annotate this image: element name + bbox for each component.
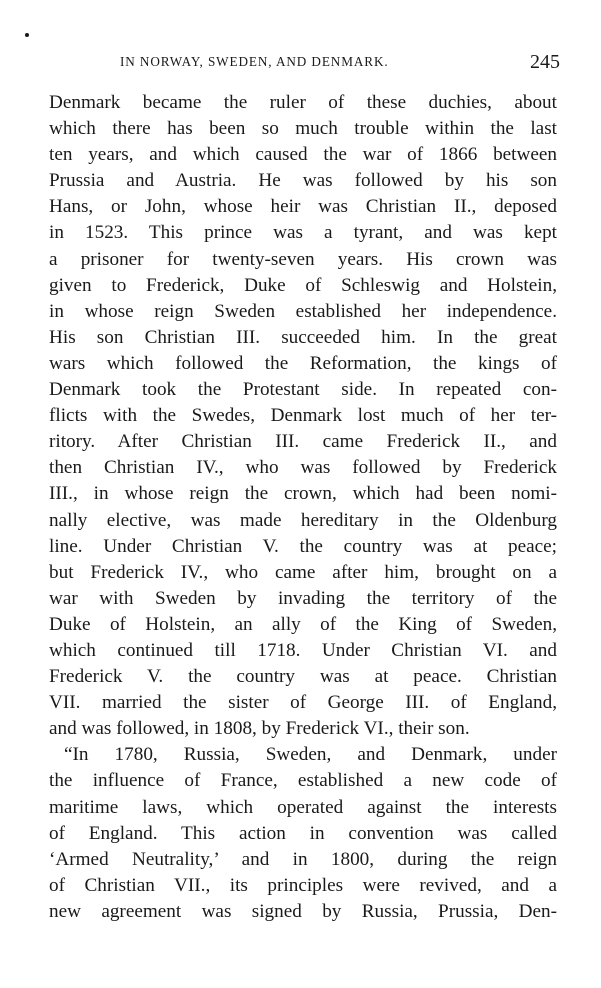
text-line: “In 1780, Russia, Sweden, and Denmark, under [64,744,557,766]
text-line: VII. married the sister of George III. of England, [49,692,557,714]
text-line: Denmark became the ruler of these duchies, about [49,92,557,113]
text-line: nally elective, was made hereditary in the Oldenburg [49,509,557,531]
text-line: ten years, and which caused the war of 1866 between [49,144,557,166]
body-text [49,90,557,925]
text-line: Duke of Holstein, an ally of the King of Sweden, [49,613,557,635]
text-line: but Frederick IV., who came after him, brought on a [49,561,557,583]
text-line: III., in whose reign the crown, which had been nomi- [49,483,557,505]
margin-mark [25,33,29,37]
text-line: given to Frederick, Duke of Schleswig and Holstein, [49,274,557,296]
text-line: new agreement was signed by Russia, Prussia, Den- [49,900,557,922]
text-line: which there has been so much trouble within the last [49,118,557,140]
text-line: which continued till 1718. Under Christian VI. and [49,639,557,661]
text-line: His son Christian III. succeeded him. In the great [49,326,557,348]
text-line: maritime laws, which operated against the interests [49,796,557,818]
text-line: a prisoner for twenty-seven years. His crown was [49,248,557,270]
text-line: in whose reign Sweden established her independence. [49,300,557,322]
text-line: Prussia and Austria. He was followed by his son [49,170,557,192]
text-line: Denmark took the Protestant side. In repeated con- [49,379,557,401]
text-line: Hans, or John, whose heir was Christian II., deposed [49,196,557,218]
text-line: ritory. After Christian III. came Frederick II., and [49,431,557,453]
text-line: then Christian IV., who was followed by Frederick [49,457,557,479]
page-header [120,52,560,76]
running-head: IN NORWAY, SWEDEN, AND DENMARK. [120,54,389,69]
text-line: Frederick V. the country was at peace. Christian [49,666,557,688]
text-line: flicts with the Swedes, Denmark lost much of her ter- [49,405,557,427]
text-line: and was followed, in 1808, by Frederick VI., their son. [49,718,470,740]
text-line: ‘Armed Neutrality,’ and in 1800, during the reign [49,848,557,870]
text-line: war with Sweden by invading the territory of the [49,587,557,609]
page-number: 245 [530,51,560,73]
text-line: line. Under Christian V. the country was at peace; [49,535,557,557]
text-line: in 1523. This prince was a tyrant, and was kept [49,222,557,244]
text-line: wars which followed the Reformation, the kings of [49,352,557,374]
text-line: the influence of France, established a new code of [49,770,557,792]
text-line: of Christian VII., its principles were revived, and a [49,874,557,896]
text-line: of England. This action in convention was called [49,822,557,844]
